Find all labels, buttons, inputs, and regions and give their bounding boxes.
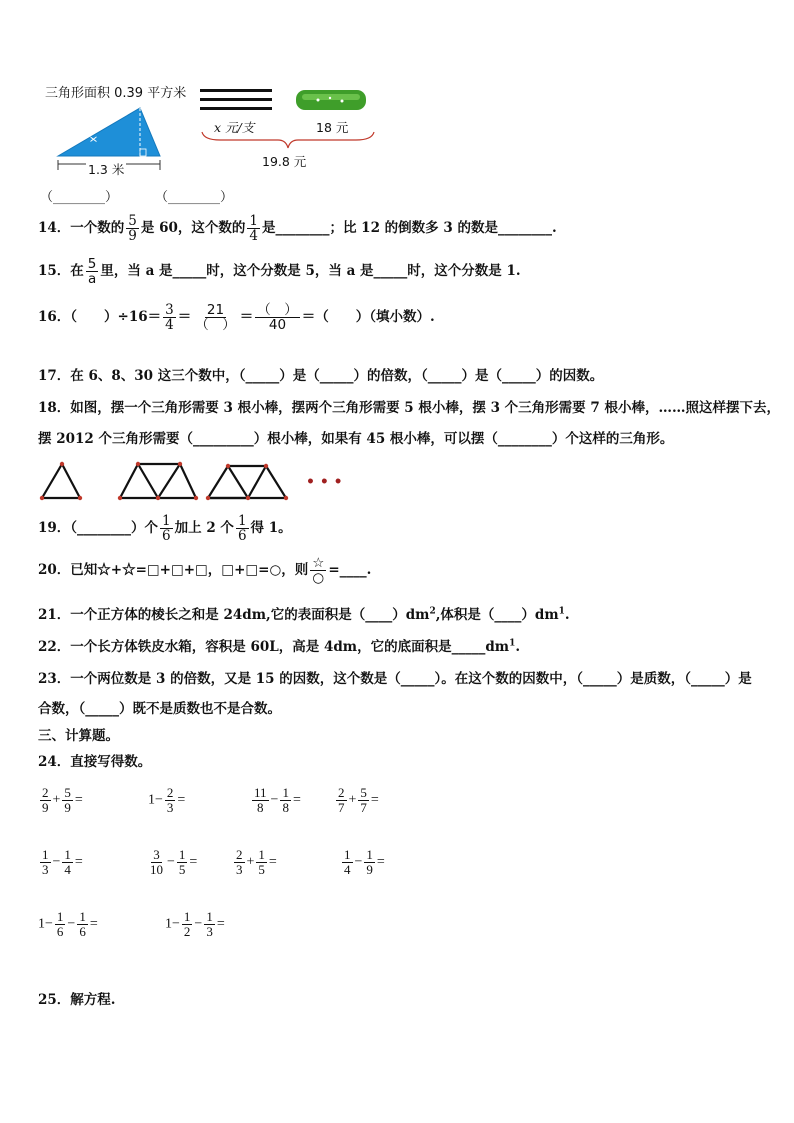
question-20: 20．已知☆+☆=□+□+□，□+□=○，则 $\frac{☆}{○}$ =____. [38,555,372,587]
total-brace [200,130,376,152]
total-price-label: 19.8 元 [262,154,307,169]
calc-r1-2: 1− $\frac{2}{3}$ = [148,785,186,815]
calc-r3-2: 1− $\frac{1}{2}$ − $\frac{1}{3}$ = [165,909,225,939]
pencil-price-label: 18 元 [316,120,349,135]
question-21: 21．一个正方体的棱长之和是 24dm,它的表面积是$(\_\_\_\_)dm^2$,体积是$(\_\_\_\_)dm^1$. [38,606,570,623]
triangle-base-label: 1.3 米 [88,162,125,177]
triangle-area-label: 三角形面积 0.39 平方米 [45,86,187,101]
pen-price-label: x 元/支 [214,120,255,135]
continuation-dots: • • • [306,474,343,490]
section-3-heading: 三、计算题。 [38,728,119,744]
triangles-figure [36,456,296,506]
calc-r2-1: $\frac{1}{3}$ − $\frac{1}{4}$ = [42,847,83,877]
question-16: 16．（ ）÷16＝ $\frac{3}{4}$ ＝ $\frac{21}{( )}$ ＝ $\frac{( )}{40}$ ＝（ ）（填小数）. [38,302,435,334]
question-18-line1: 18．如图，摆一个三角形需要 3 根小棒，摆两个三角形需要 5 根小棒，摆 3 个三角形需要 7 根小棒，……照这样摆下去， [38,400,780,416]
question-22: 22．一个长方体铁皮水箱，容积是 60L，高是 4dm，它的底面积是$\_\_\_\_\_dm^1$. [38,638,521,655]
question-25: 25．解方程. [38,992,116,1008]
calc-r3-1: 1− $\frac{1}{6}$ − $\frac{1}{6}$ = [38,909,98,939]
calc-r2-3: $\frac{2}{3}$ + $\frac{1}{5}$ = [236,847,277,877]
calc-r1-4: $\frac{2}{7}$ + $\frac{5}{7}$ = [338,785,379,815]
question-24: 24．直接写得数。 [38,754,152,770]
triangle-height-label: x 米 [86,121,100,143]
question-19: 19．（________）个 $\frac{1}{6}$ 加上 2 个 $\frac{1}{6}$ 得 1。 [38,513,292,545]
question-14: 14．一个数的 $\frac{5}{9}$ 是 60，这个数的 $\frac{1}{4}$ 是________；比 12 的倒数多 3 的数是________. [38,213,557,245]
pen-answer-blank: （________） [155,190,234,205]
triangle-answer-blank: （________） [40,190,119,205]
pencil-box-figure [294,88,368,112]
question-18-line2: 摆 2012 个三角形需要（_________）根小棒，如果有 45 根小棒，可以摆（________）个这样的三角形。 [38,431,674,447]
question-23-line2: 合数，（_____）既不是质数也不是合数。 [38,701,281,717]
calc-r1-1: $\frac{2}{9}$ + $\frac{5}{9}$ = [42,785,83,815]
pens-figure [198,86,278,118]
question-15: 15．在 $\frac{5}{a}$ 里，当 a 是_____时，这个分数是 5，当 a 是_____时，这个分数是 1. [38,256,521,288]
calc-r1-3: $\frac{11}{8}$ − $\frac{1}{8}$ = [254,785,301,815]
calc-r2-4: $\frac{1}{4}$ − $\frac{1}{9}$ = [344,847,385,877]
question-23-line1: 23．一个两位数是 3 的倍数，又是 15 的因数，这个数是（_____）。在这个数的因数中，（_____）是质数，（_____）是 [38,671,752,687]
question-17: 17．在 6、8、30 这三个数中，（_____）是（_____）的倍数，（_____）是（_____）的因数。 [38,368,604,384]
calc-r2-2: $\frac{3}{10}$ − $\frac{1}{5}$ = [150,847,198,877]
